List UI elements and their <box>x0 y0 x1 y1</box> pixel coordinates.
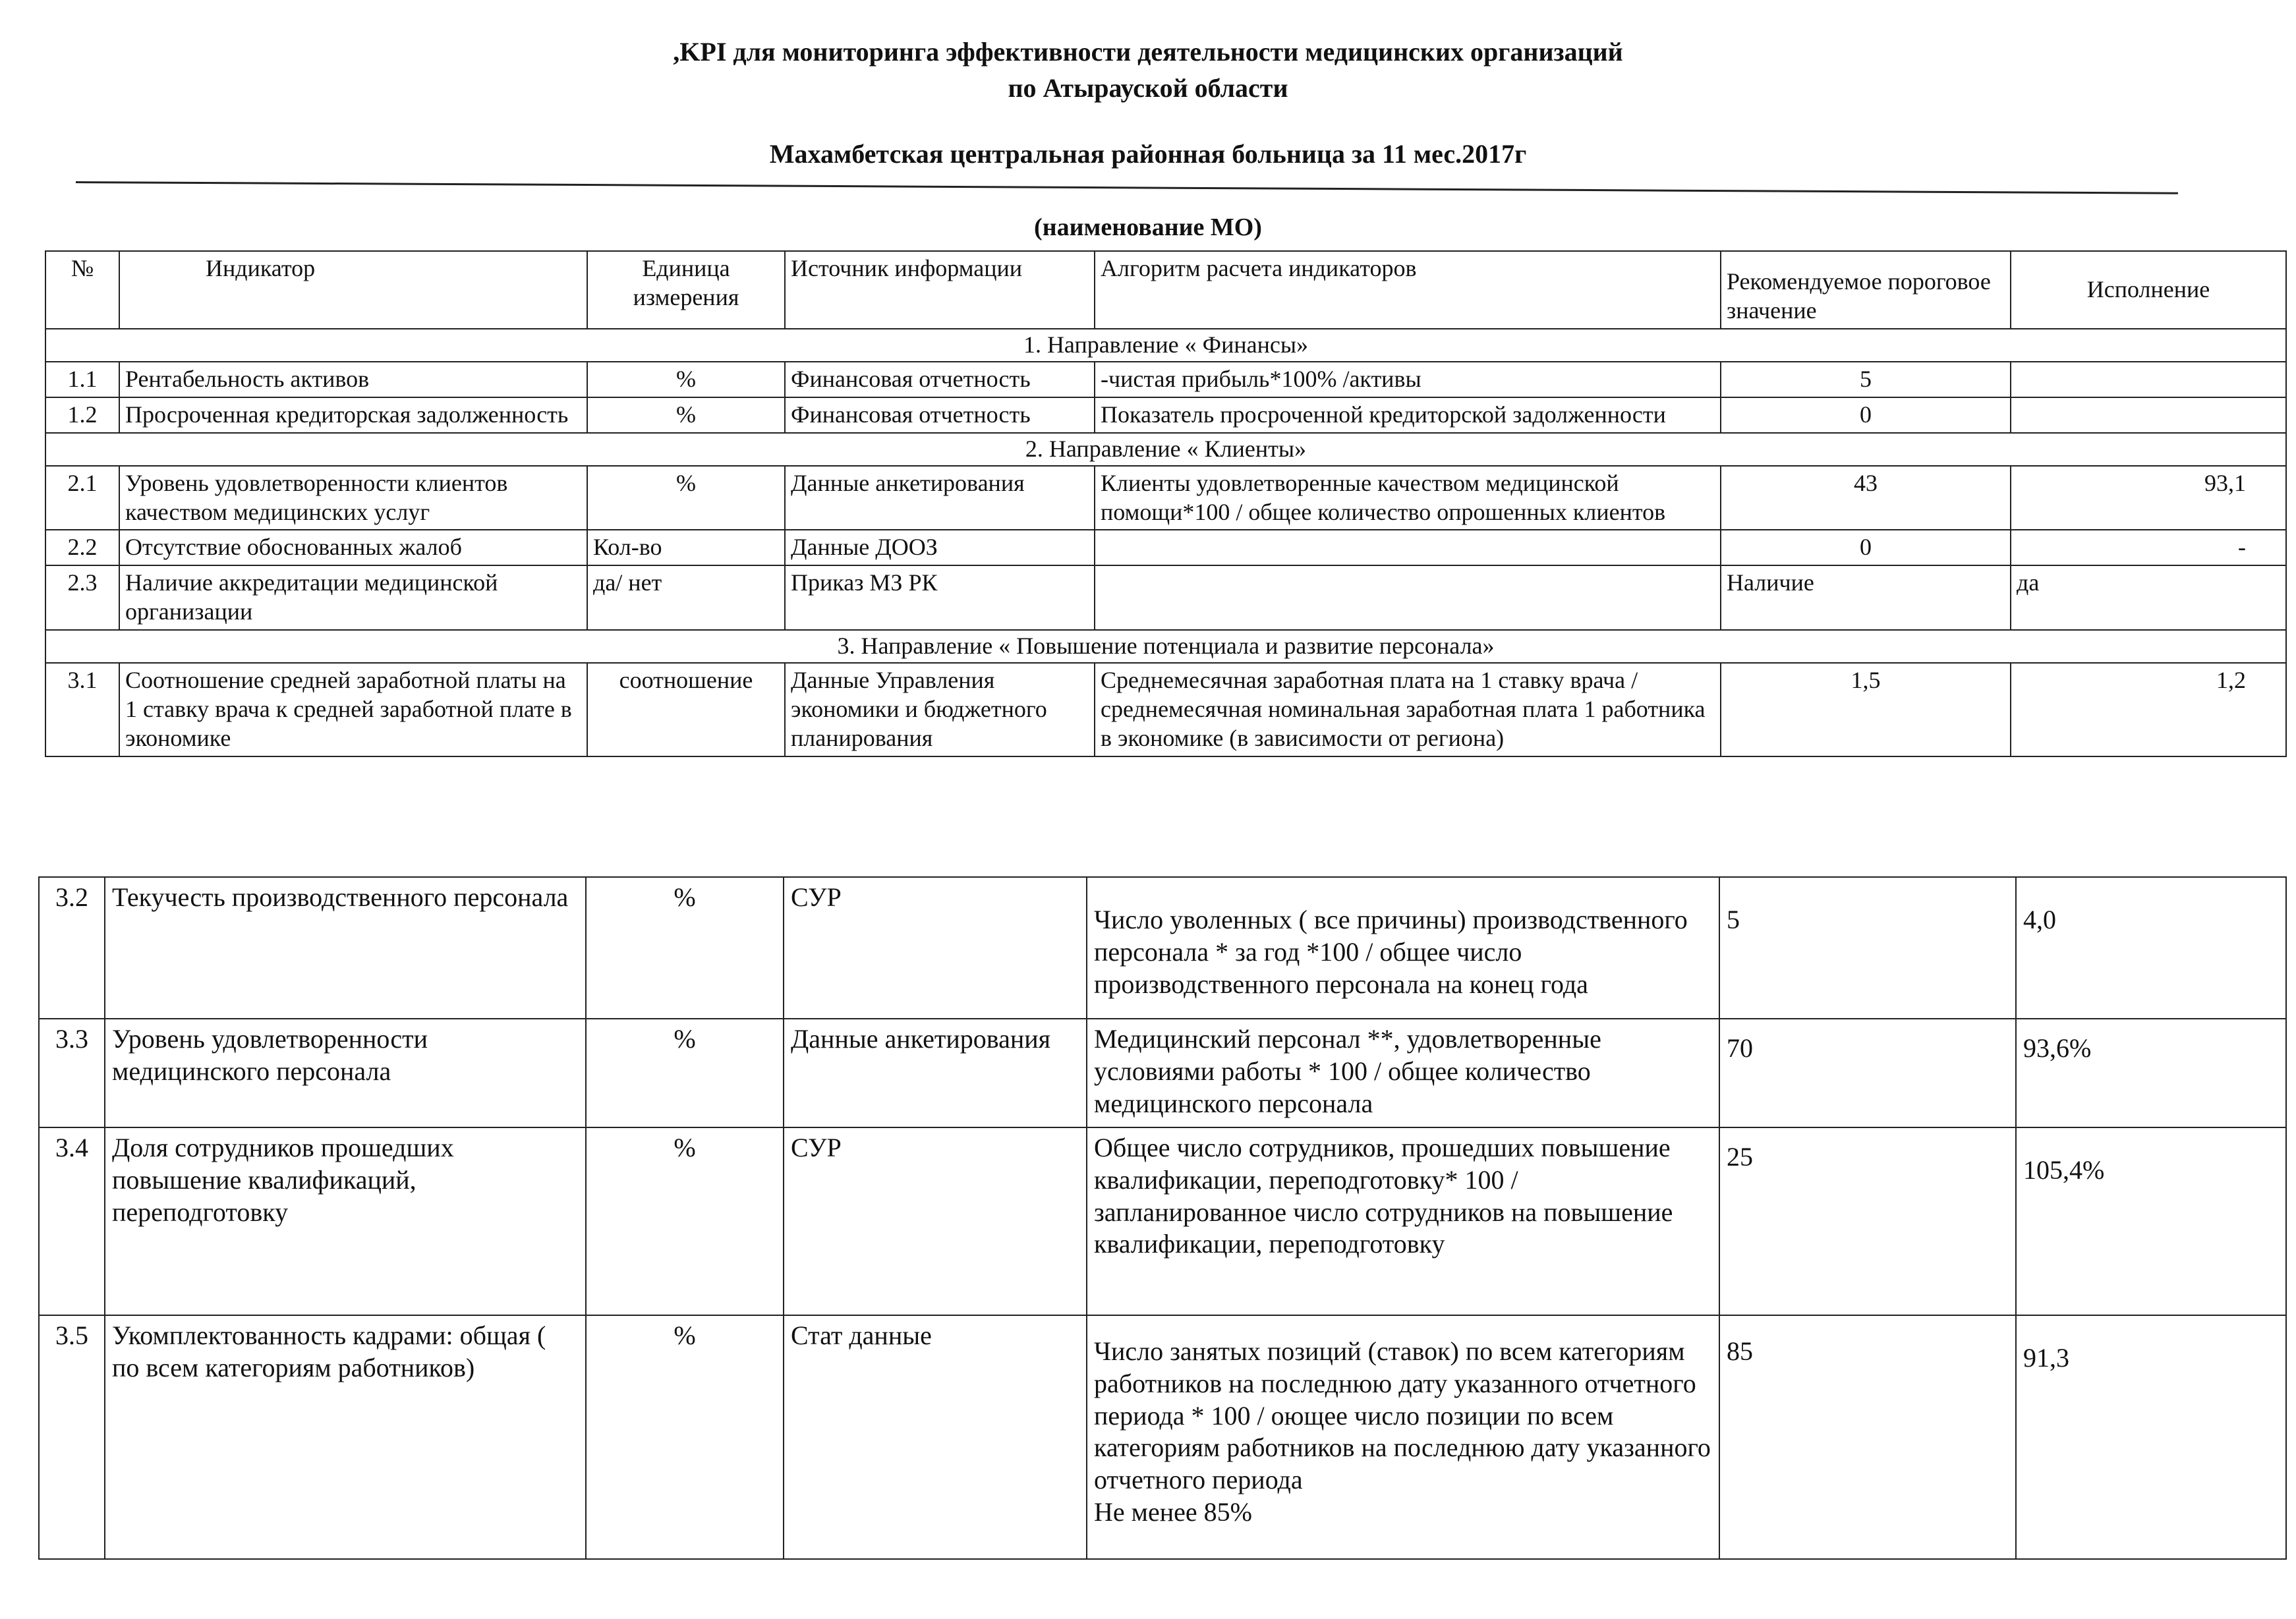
row-indicator: Доля сотрудников прошедших повышение квалификаций, переподготовку <box>105 1127 586 1315</box>
row-execution: - <box>2011 530 2286 565</box>
row-unit: % <box>586 877 784 1019</box>
row-num: 3.5 <box>39 1315 105 1559</box>
table-row <box>45 530 2286 565</box>
row-algorithm <box>1095 530 1721 565</box>
row-indicator: Отсутствие обоснованных жалоб <box>119 530 587 565</box>
row-num: 3.1 <box>45 663 119 756</box>
row-algorithm: Число уволенных ( все причины) производственного персонала * за год *100 / общее число производственного персонала на конец года <box>1087 877 1719 1019</box>
row-execution: 91,3 <box>2016 1315 2286 1559</box>
direction-clients: 2. Направление « Клиенты» <box>45 433 2286 466</box>
row-threshold: 25 <box>1719 1127 2016 1315</box>
row-unit: Кол-во <box>587 530 785 565</box>
row-num: 1.1 <box>45 362 119 397</box>
table-row <box>39 877 2286 1019</box>
table-row <box>45 663 2286 756</box>
row-source: Стат данные <box>784 1315 1087 1559</box>
row-algorithm: Число занятых позиций (ставок) по всем категориям работников на последнюю дату указанного отчетного периода * 100 / оющее число позиции по всем категориям работников на последнюю дату указанного отчетного периода <box>1094 1336 1711 1495</box>
row-source: Данные анкетирования <box>785 466 1095 530</box>
direction-finance: 1. Направление « Финансы» <box>45 329 2286 362</box>
row-threshold: 85 <box>1719 1315 2016 1559</box>
row-algorithm: -чистая прибыль*100% /активы <box>1095 362 1721 397</box>
row-unit: % <box>586 1019 784 1127</box>
table-row <box>45 397 2286 433</box>
column-header-algorithm: Алгоритм расчета индикаторов <box>1095 251 1721 329</box>
document-title: ,KPI для мониторинга эффективности деятельности медицинских организаций <box>673 37 1623 67</box>
row-algorithm: Показатель просроченной кредиторской задолженности <box>1095 397 1721 433</box>
row-threshold: 0 <box>1721 397 2011 433</box>
direction-row <box>45 329 2286 362</box>
row-threshold: 43 <box>1721 466 2011 530</box>
row-execution: 93,6% <box>2016 1019 2286 1127</box>
row-indicator: Текучесть производственного персонала <box>105 877 586 1019</box>
row-unit: соотношение <box>587 663 785 756</box>
column-header-indicator: Индикатор <box>119 251 587 329</box>
row-execution: 93,1 <box>2011 466 2286 530</box>
row-source: СУР <box>784 877 1087 1019</box>
row-source: Данные анкетирования <box>784 1019 1087 1127</box>
organization-underline <box>76 181 2178 194</box>
row-num: 2.1 <box>45 466 119 530</box>
row-unit: % <box>586 1315 784 1559</box>
row-num: 3.2 <box>39 877 105 1019</box>
direction-row <box>45 433 2286 466</box>
table-row <box>45 466 2286 530</box>
row-execution: 105,4% <box>2016 1127 2286 1315</box>
row-execution: 1,2 <box>2011 663 2286 756</box>
row-source: Финансовая отчетность <box>785 362 1095 397</box>
row-indicator: Рентабельность активов <box>119 362 587 397</box>
row-num: 2.3 <box>45 565 119 630</box>
row-source: Приказ МЗ РК <box>785 565 1095 630</box>
row-num: 2.2 <box>45 530 119 565</box>
table-row <box>39 1019 2286 1127</box>
row-indicator: Уровень удовлетворенности медицинского персонала <box>105 1019 586 1127</box>
row-num: 3.3 <box>39 1019 105 1127</box>
column-header-unit: Единица измерения <box>587 251 785 329</box>
row-threshold: 5 <box>1721 362 2011 397</box>
row-execution <box>2011 362 2286 397</box>
column-header-threshold: Рекомендуемое пороговое значение <box>1721 251 2011 329</box>
row-threshold: 1,5 <box>1721 663 2011 756</box>
direction-personnel: 3. Направление « Повышение потенциала и развитие персонала» <box>45 630 2286 663</box>
row-indicator: Наличие аккредитации медицинской организации <box>119 565 587 630</box>
row-unit: % <box>587 397 785 433</box>
row-execution <box>2011 397 2286 433</box>
row-execution: да <box>2011 565 2286 630</box>
row-algorithm-note: Не менее 85% <box>1094 1496 1252 1527</box>
table-row <box>39 1127 2286 1315</box>
row-unit: % <box>586 1127 784 1315</box>
row-threshold: 5 <box>1719 877 2016 1019</box>
direction-row <box>45 630 2286 663</box>
row-algorithm: Среднемесячная заработная плата на 1 ставку врача / среднемесячная номинальная заработная плата 1 работника в экономике (в зависимости от региона) <box>1095 663 1721 756</box>
row-algorithm <box>1095 565 1721 630</box>
kpi-table-part-2 <box>38 876 2287 1560</box>
organization-caption: (наименование МО) <box>1034 213 1262 241</box>
row-threshold: 70 <box>1719 1019 2016 1127</box>
table-row <box>39 1315 2286 1559</box>
row-source: Данные ДООЗ <box>785 530 1095 565</box>
document-subtitle-region: по Атырауской области <box>1008 73 1288 103</box>
row-indicator: Укомплектованность кадрами: общая ( по всем категориям работников) <box>105 1315 586 1559</box>
row-threshold: Наличие <box>1721 565 2011 630</box>
row-unit: да/ нет <box>587 565 785 630</box>
row-source: СУР <box>784 1127 1087 1315</box>
table-row <box>45 565 2286 630</box>
row-algorithm: Общее число сотрудников, прошедших повышение квалификации, переподготовку* 100 / запланированное число сотрудников на повышение квалификации, переподготовку <box>1087 1127 1719 1315</box>
row-source: Финансовая отчетность <box>785 397 1095 433</box>
row-indicator: Уровень удовлетворенности клиентов качеством медицинских услуг <box>119 466 587 530</box>
row-unit: % <box>587 362 785 397</box>
row-num: 3.4 <box>39 1127 105 1315</box>
column-header-execution: Исполнение <box>2011 251 2286 329</box>
organization-name: Махамбетская центральная районная больница за 11 мес.2017г <box>769 139 1527 169</box>
row-algorithm-cell <box>1087 1315 1719 1559</box>
row-num: 1.2 <box>45 397 119 433</box>
row-algorithm: Клиенты удовлетворенные качеством медицинской помощи*100 / общее количество опрошенных клиентов <box>1095 466 1721 530</box>
column-header-source: Источник информации <box>785 251 1095 329</box>
row-indicator: Соотношение средней заработной платы на 1 ставку врача к средней заработной плате в экономике <box>119 663 587 756</box>
row-algorithm: Медицинский персонал **, удовлетворенные условиями работы * 100 / общее количество медицинского персонала <box>1087 1019 1719 1127</box>
table-row <box>45 362 2286 397</box>
row-source: Данные Управления экономики и бюджетного планирования <box>785 663 1095 756</box>
kpi-table-part-1 <box>45 250 2287 757</box>
row-indicator: Просроченная кредиторская задолженность <box>119 397 587 433</box>
row-threshold: 0 <box>1721 530 2011 565</box>
row-unit: % <box>587 466 785 530</box>
row-execution: 4,0 <box>2016 877 2286 1019</box>
column-header-num: № <box>45 251 119 329</box>
table-header-row <box>45 251 2286 329</box>
